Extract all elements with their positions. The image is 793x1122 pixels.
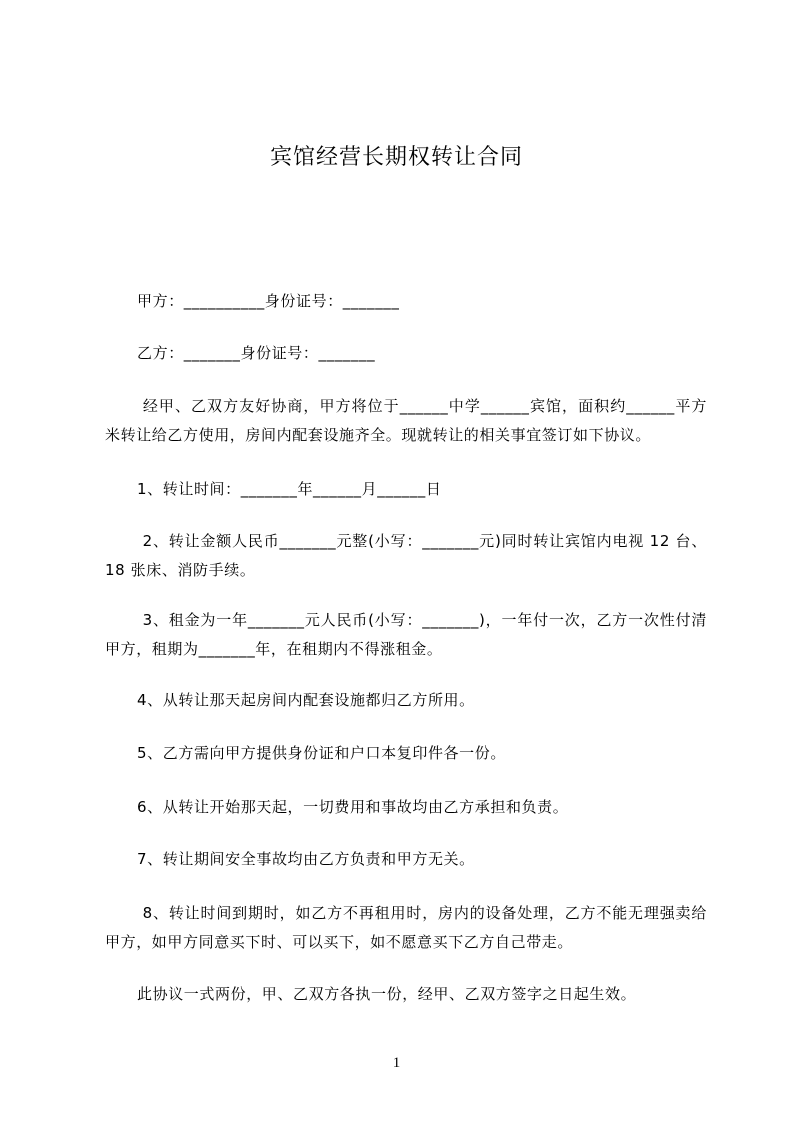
- clause-6: 6、从转让开始那天起，一切费用和事故均由乙方承担和负责。: [137, 798, 569, 816]
- clause-8: 8、转让时间到期时，如乙方不再租用时，房内的设备处理，乙方不能无理强卖给甲方，如甲方同意买下时、可以买下，如不愿意买下乙方自己带走。: [105, 904, 707, 951]
- clause-5: 5、乙方需向甲方提供身份证和户口本复印件各一份。: [137, 744, 506, 762]
- document-title: 宾馆经营长期权转让合同: [269, 145, 523, 170]
- clause-4: 4、从转让那天起房间内配套设施都归乙方所用。: [137, 691, 475, 709]
- clause-3: 3、租金为一年_______元人民币(小写：_______)，一年付一次，乙方一次性付清甲方，租期为_______年，在租期内不得涨租金。: [105, 611, 707, 658]
- clause-2: 2、转让金额人民币_______元整(小写：_______元)同时转让宾馆内电视 12 台、18 张床、消防手续。: [105, 532, 707, 579]
- party-a-line: 甲方：__________身份证号：_______: [137, 292, 400, 310]
- page-number: 1: [392, 1055, 401, 1071]
- clause-7: 7、转让期间安全事故均由乙方负责和甲方无关。: [137, 850, 475, 868]
- closing-paragraph: 此协议一式两份，甲、乙双方各执一份，经甲、乙双方签字之日起生效。: [137, 985, 637, 1003]
- preamble-paragraph: 经甲、乙双方友好协商，甲方将位于______中学______宾馆，面积约______平方米转让给乙方使用，房间内配套设施齐全。现就转让的相关事宜签订如下协议。: [105, 397, 707, 444]
- clause-1: 1、转让时间：_______年______月______日: [137, 480, 442, 498]
- party-b-line: 乙方：_______身份证号：_______: [137, 344, 376, 362]
